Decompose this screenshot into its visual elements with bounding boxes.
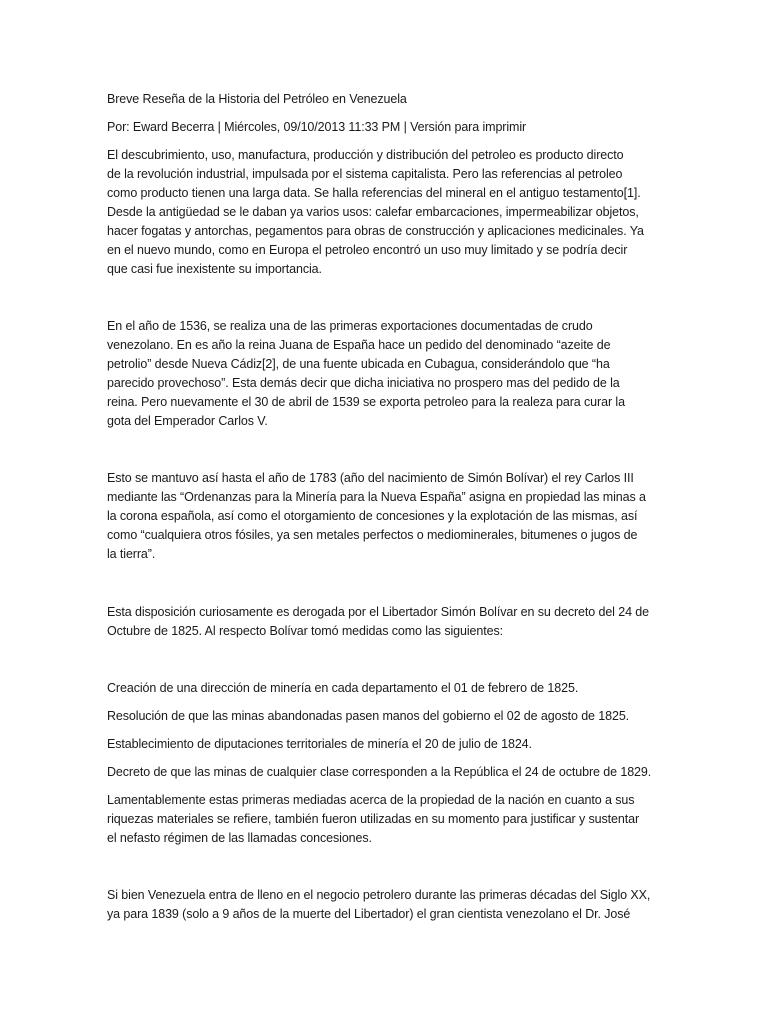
document-page xyxy=(107,90,663,924)
paragraph-1536-export: En el año de 1536, se realiza una de las primeras exportaciones documentadas de crudo venezolano. En es año la reina Juana de España hace un pedido del denominado “azeite de petrolio” desde Nueva Cádiz[2], de una fuente ubicada en Cubagua, considerándolo que “ha parecido provechoso”. Esta demás decir que dicha iniciativa no prospero mas del pedido de la reina. Pero nuevamente el 30 de abril de 1539 se exporta petroleo para la realeza para curar la gota del Emperador Carlos V. xyxy=(107,319,625,428)
measure-item: Resolución de que las minas abandonadas pasen manos del gobierno el 02 de agosto de 1825. xyxy=(107,709,630,723)
measure-item: Establecimiento de diputaciones territoriales de minería el 20 de julio de 1824. xyxy=(107,737,532,751)
paragraph-1783-ordinances: Esto se mantuvo así hasta el año de 1783 (año del nacimiento de Simón Bolívar) el rey Carlos III mediante las “Ordenanzas para la Minería para la Nueva España” asigna en propiedad las minas a la corona española, así como el otorgamiento de concesiones y la explotación de las mismas, así como “cualquiera otros fósiles, ya sen metales perfectos o mediominerales, bitumenes o jugos de la tierra”. xyxy=(107,471,646,561)
measure-item: Decreto de que las minas de cualquier clase corresponden a la República el 24 de octubre de 1829. xyxy=(107,765,652,779)
paragraph-bolivar-decree: Esta disposición curiosamente es derogada por el Libertador Simón Bolívar en su decreto del 24 de Octubre de 1825. Al respecto Bolívar tomó medidas como las siguientes: xyxy=(107,605,650,638)
document-title: Breve Reseña de la Historia del Petróleo en Venezuela xyxy=(107,92,407,106)
document-byline: Por: Eward Becerra | Miércoles, 09/10/2013 11:33 PM | Versión para imprimir xyxy=(107,120,527,134)
paragraph-origins: El descubrimiento, uso, manufactura, producción y distribución del petroleo es producto directo de la revolución industrial, impulsada por el sistema capitalista. Pero las referencias al petroleo como producto tienen una larga data. Se halla referencias del mineral en el antiguo testamento[1]. Desde la antigüedad se le daban ya varios usos: calefar embarcaciones, impermeabilizar objetos, hacer fogatas y antorchas, pegamentos para obras de construcción y aplicaciones medicinales. Ya en el nuevo mundo, como en Europa el petroleo encontró un uso muy limitado y se podría decir que casi fue inexistente su importancia. xyxy=(107,148,644,276)
paragraph-twentieth-century: Si bien Venezuela entra de lleno en el negocio petrolero durante las primeras décadas del Siglo XX, ya para 1839 (solo a 9 años de la muerte del Libertador) el gran cientista venezolano el Dr. José xyxy=(107,888,651,921)
paragraph-concessions: Lamentablemente estas primeras mediadas acerca de la propiedad de la nación en cuanto a sus riquezas materiales se refiere, también fueron utilizadas en su momento para justificar y sustentar el nefasto régimen de las llamadas concesiones. xyxy=(107,793,640,845)
measure-item: Creación de una dirección de minería en cada departamento el 01 de febrero de 1825. xyxy=(107,681,579,695)
